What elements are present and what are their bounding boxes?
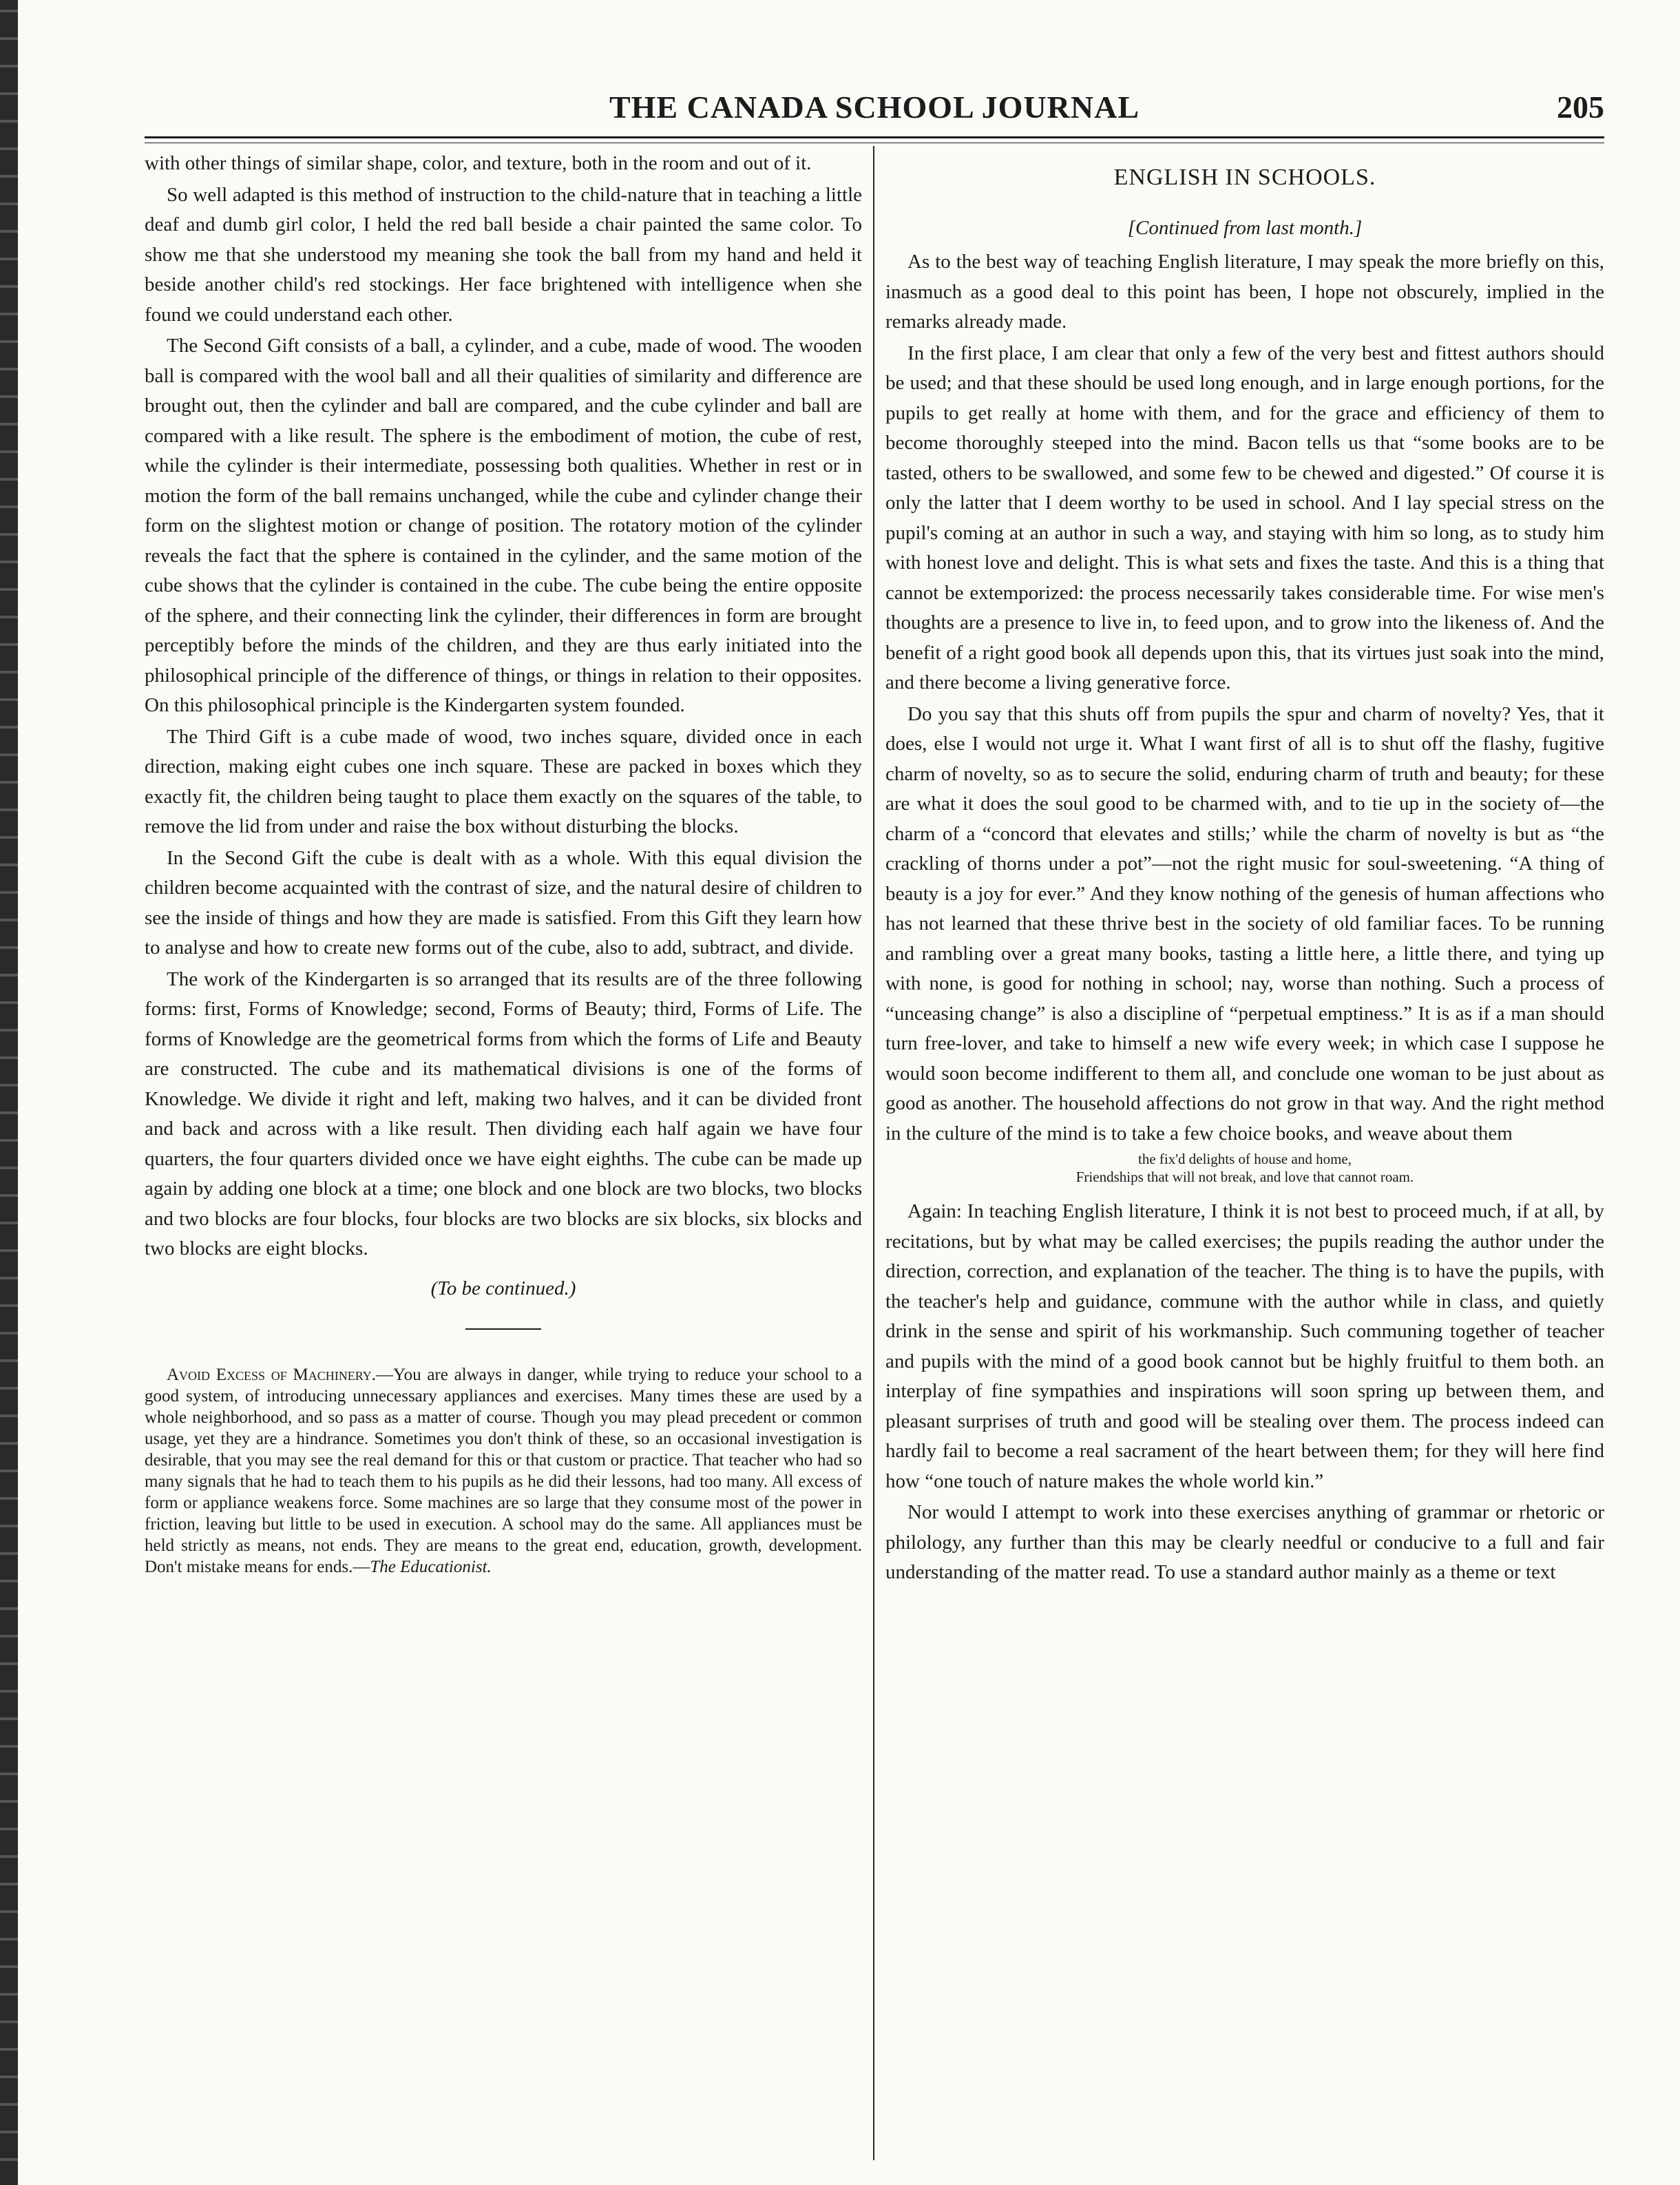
quote-line-2: Friendships that will not break, and love that cannot roam. — [1075, 1169, 1414, 1185]
right-paragraph-1: As to the best way of teaching English literature, I may speak the more briefly on this, inasmuch as a good deal to this point has been, I hope not obscurely, implied in the remarks already made. — [885, 251, 1604, 333]
article-heading: ENGLISH IN SCHOOLS. — [1113, 165, 1376, 190]
section-rule — [465, 1328, 541, 1330]
left-paragraph-4: The Third Gift is a cube made of wood, two inches square, divided once in each direction, making eight cubes one inch square. These are packed in boxes which they exactly fit, the children being taught to place them exactly on the squares of the table, to remove the lid from under and raise the box without disturbing the blocks. — [145, 725, 862, 837]
right-paragraph-2: In the first place, I am clear that only a few of the very best and fittest authors should be used; and that these should be used long enough, and in large enough portions, for the pupils to get really at home with them, and for the grace and efficiency of them to become thoroughly steeped into the mind. Bacon tells us that “some books are to be tasted, others to be swallowed, and some few to be chewed and digested.” Of course it is only the latter that I deem worthy to be used in school. And I lay special stress on the pupil's coming at an author in such a way, and staying with him so long, as to study him with honest love and delight. This is what sets and fixes the taste. And this is a thing that cannot be extemporized: the process necessarily takes considerable time. For wise men's thoughts are a presence to live in, to feed upon, and to grow into the likeness of. And the benefit of a right good book all depends upon this, that its virtues just soak into the mind, and there become a living generative force. — [885, 342, 1604, 693]
left-paragraph-3: The Second Gift consists of a ball, a cylinder, and a cube, made of wood. The wooden ball is compared with the wool ball and all their qualities of similarity and difference are brought out, then the cylinder and ball are compared, and the cube cylinder and ball are compared with a like result. The sphere is the embodiment of motion, the cube of rest, while the cylinder is their intermediate, possessing both qualities. Whether in rest or in motion the form of the ball remains unchanged, while the cube and cylinder change their form on the slightest motion or change of position. The rotatory motion of the cylinder reveals the fact that the sphere is contained in the cylinder, and the same motion of the cube shows that the cylinder is contained in the cube. The cube being the entire opposite of the sphere, and their connecting link the cylinder, their differences in form are brought perceptibly before the minds of the children, and they are thus early initiated into the philosophical principle of the difference of things, or things in relation to their opposites. On this philosophical principle is the Kindergarten system founded. — [145, 335, 862, 716]
right-paragraph-5: Nor would I attempt to work into these exercises anything of grammar or rhetoric or philology, any further than this may be clearly needful or conducive to a full and fair understanding of the matter read. To use a standard author mainly as a theme or text — [885, 1501, 1604, 1583]
excerpt-title: Avoid Excess of Machinery. — [167, 1366, 377, 1384]
left-paragraph-2: So well adapted is this method of instruction to the child-nature that in teaching a little deaf and dumb girl color, I held the red ball beside a chair painted the same color. To show me that she understood my meaning she took the ball from my hand and held it beside another child's red stockings. Her face brightened with intelligence when she found we could understand each other. — [145, 183, 862, 326]
excerpt-source: The Educationist. — [370, 1558, 492, 1576]
quote-line-1: the fix'd delights of house and home, — [1138, 1151, 1352, 1167]
left-paragraph-6: The work of the Kindergarten is so arranged that its results are of the three following forms: first, Forms of Knowledge; second, Forms of Beauty; third, Forms of Life. The forms of Knowledge are the geometrical forms from which the forms of Life and Beauty are constructed. The cube and its mathematical divisions is one of the forms of Knowledge. We divide it right and left, making two halves, and it can be divided front and back and across with a like result. Then dividing each half again we have four quarters, the four quarters divided once we have eight eighths. The cube can be made up again by adding one block at a time; one block and one block are two blocks, two blocks and two blocks are four blocks, four blocks are two blocks are six blocks, six blocks and two blocks are eight blocks. — [145, 968, 862, 1259]
left-paragraph-5: In the Second Gift the cube is dealt with as a whole. With this equal division the children become acquainted with the contrast of size, and the natural desire of children to see the inside of things and how they are made is satisfied. From this Gift they learn how to analyse and how to create new forms out of the cube, also to add, subtract, and divide. — [145, 846, 862, 959]
header-rule — [145, 136, 1604, 143]
left-paragraph-1: with other things of similar shape, color, and texture, both in the room and out of it. — [145, 152, 812, 174]
right-column — [885, 149, 1604, 1589]
journal-title: THE CANADA SCHOOL JOURNAL — [609, 90, 1140, 125]
continued-note: (To be continued.) — [430, 1277, 576, 1299]
article-subheading: [Continued from last month.] — [1127, 216, 1363, 239]
page-header — [145, 88, 1604, 127]
machinery-excerpt — [145, 1364, 862, 1578]
page-number: 205 — [1557, 90, 1604, 125]
excerpt-body: —You are always in danger, while trying to reduce your school to a good system, of introducing unnecessary appliances and exercises. Many times these are used by a whole neighborhood, and so pass as a matter of course. Though you may plead precedent or common usage, yet they are a hindrance. Sometimes you don't think of these, so an occasional investigation is desirable, that you may see the real demand for this or that custom or practice. That teacher who had so many signals that he had to teach them to his pupils as he did their lessons, had too many. All excess of form or appliance weakens force. Some machines are so large that they consume most of the power in friction, leaving but little to be used in execution. A school may do the same. All appliances must be held strictly as means, not ends. They are means to the great end, education, growth, development. Don't mistake means for ends.— — [145, 1366, 862, 1576]
left-column — [145, 149, 862, 1579]
right-paragraph-3: Do you say that this shuts off from pupils the spur and charm of novelty? Yes, that it does, else I would not urge it. What I want first of all is to shut off the flashy, fugitive charm of novelty, so as to secure the solid, enduring charm of truth and beauty; for these are what it does the soul good to be charmed with, and to tie up in the society of—the charm of a “concord that elevates and stills;’ while the charm of novelty is but as “the crackling of thorns under a pot”—not the right music for soul-sweetening. “A thing of beauty is a joy for ever.” And they know nothing of the genesis of human affections who has not learned that these thrive best in the society of old familiar faces. To be running and rambling over a great many books, tasting a little here, a little there, and tying up with none, is good for nothing in school; nay, worse than nothing. Such a process of “unceasing change” is also a discipline of “perpetual emptiness.” It is as if a man should turn free-lover, and take to himself a new wife every week; in which case I suppose he would soon become indifferent to them all, and conclude one woman to be just about as good as another. The household affections do not grow in that way. And the right method in the culture of the mind is to take a few choice books, and weave about them — [885, 702, 1604, 1144]
right-paragraph-4: Again: In teaching English literature, I think it is not best to proceed much, if at all, by recitations, but by what may be called exercises; the pupils reading the author under the direction, correction, and explanation of the teacher. The thing is to have the pupils, with the teacher's help and guidance, commune with the author while in class, and quietly drink in the sense and spirit of his workmanship. Such communing together of teacher and pupils with the mind of a good book cannot but be highly fruitful to them both. an interplay of fine sympathies and inspirations will soon spring up between them, and pleasant surprises of truth and good will be stealing over them. The process indeed can hardly fail to become a real sacrament of the heart between them; for they will here find how “one touch of nature makes the whole world kin.” — [885, 1200, 1604, 1492]
page-binding-edge — [0, 0, 18, 2185]
column-divider — [873, 146, 874, 2160]
verse-quote — [885, 1150, 1604, 1186]
